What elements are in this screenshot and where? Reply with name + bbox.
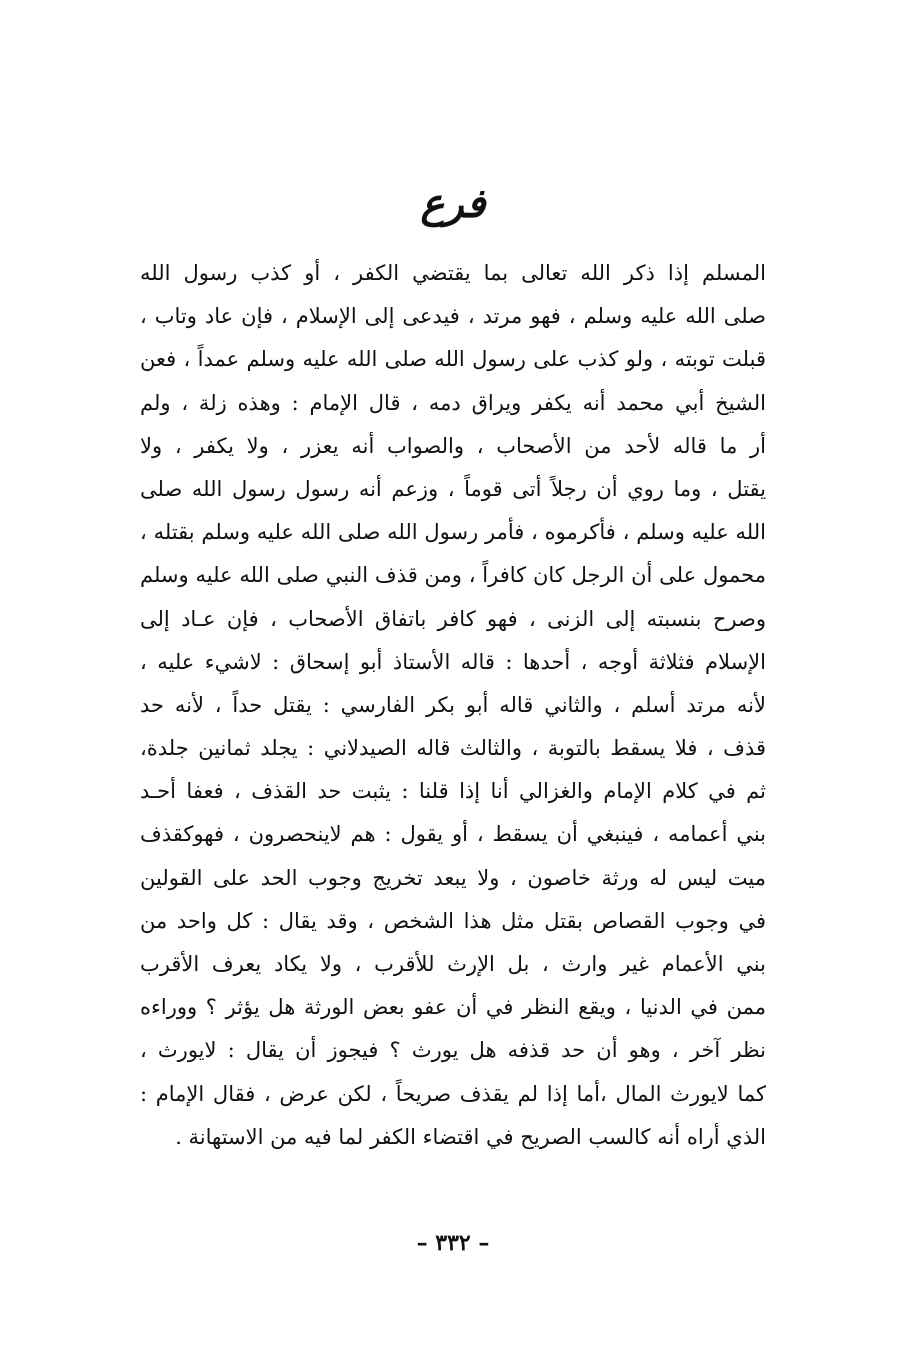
text-line: الشيخ أبي محمد أنه يكفر ويراق دمه ، قال الإمام : وهذه زلة ، ولم: [140, 390, 766, 415]
text-line: ثم في كلام الإمام والغزالي أنا إذا قلنا : يثبت حد القذف ، فعفا أحـد: [140, 779, 766, 804]
body-text: [140, 252, 766, 1159]
text-line: ميت ليس له ورثة خاصون ، ولا يبعد تخريج وجوب الحد على القولين: [140, 865, 766, 890]
text-line: أر ما قاله لأحد من الأصحاب ، والصواب أنه يعزر ، ولا يكفر ، ولا: [140, 433, 766, 458]
text-line: في وجوب القصاص بقتل مثل هذا الشخص ، وقد يقال : كل واحد من: [140, 908, 766, 933]
text-line: يقتل ، وما روي أن رجلاً أتى قوماً ، وزعم أنه رسول رسول الله صلى: [140, 476, 766, 501]
page-number: – ٣٣٢ –: [416, 1230, 490, 1256]
text-line: محمول على أن الرجل كان كافراً ، ومن قذف النبي صلى الله عليه وسلم: [140, 563, 766, 588]
text-line: بني أعمامه ، فينبغي أن يسقط ، أو يقول : هم لاينحصرون ، فهوكقذف: [140, 822, 766, 847]
text-line: صلى الله عليه وسلم ، فهو مرتد ، فيدعى إلى الإسلام ، فإن عاد وتاب ،: [140, 304, 766, 329]
text-line: المسلم إذا ذكر الله تعالى بما يقتضي الكفر ، أو كذب رسول الله: [140, 261, 766, 285]
text-line: نظر آخر ، وهو أن حد قذفه هل يورث ؟ فيجوز أن يقال : لايورث ،: [140, 1038, 766, 1063]
text-line: الله عليه وسلم ، فأكرموه ، فأمر رسول الله صلى الله عليه وسلم بقتله ،: [140, 520, 766, 545]
text-line: كما لايورث المال ،أما إذا لم يقذف صريحاً ، لكن عرض ، فقال الإمام :: [140, 1081, 766, 1106]
text-line: قبلت توبته ، ولو كذب على رسول الله صلى الله عليه وسلم عمداً ، فعن: [140, 347, 766, 372]
text-line: بني الأعمام غير وارث ، بل الإرث للأقرب ، ولا يكاد يعرف الأقرب: [140, 952, 766, 976]
text-line: الإسلام فثلاثة أوجه ، أحدها : قاله الأستاذ أبو إسحاق : لاشيء عليه ،: [140, 649, 766, 674]
text-line: وصرح بنسبته إلى الزنى ، فهو كافر باتفاق الأصحاب ، فإن عـاد إلى: [140, 606, 766, 631]
text-line: لأنه مرتد أسلم ، والثاني قاله أبو بكر الفارسي : يقتل حداً ، لأنه حد: [140, 692, 766, 717]
text-line: الذي أراه أنه كالسب الصريح في اقتضاء الكفر لما فيه من الاستهانة .: [175, 1124, 766, 1149]
section-title: فرع: [420, 180, 486, 227]
text-line: قذف ، فلا يسقط بالتوبة ، والثالث قاله الصيدلاني : يجلد ثمانين جلدة،: [140, 736, 766, 761]
text-line: ممن في الدنيا ، ويقع النظر في أن عفو بعض الورثة هل يؤثر ؟ ووراءه: [140, 995, 766, 1020]
